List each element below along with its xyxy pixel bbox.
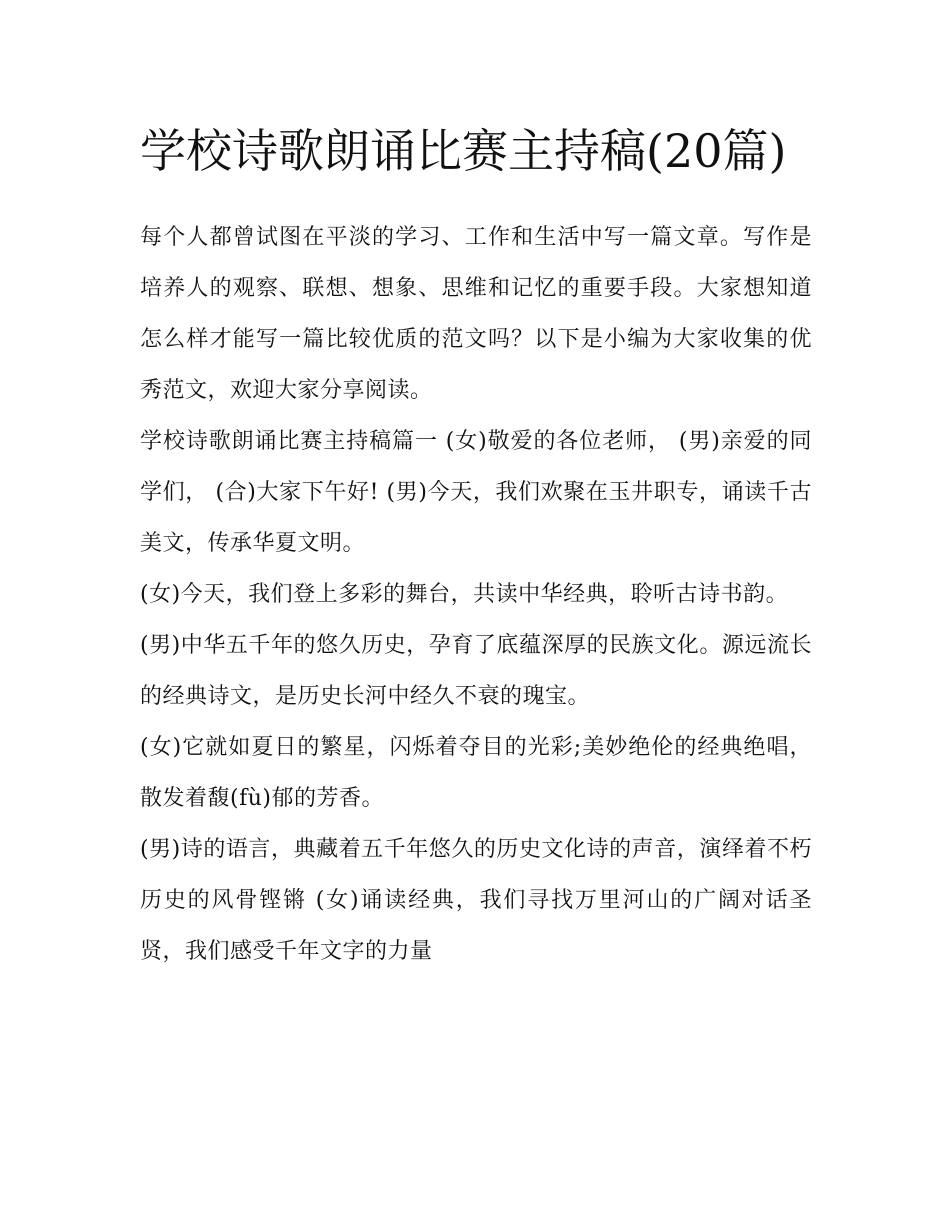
- paragraph-female-2: (女)它就如夏日的繁星，闪烁着夺目的光彩;美妙绝伦的经典绝唱，散发着馥(fù)郁的芳香。: [140, 735, 812, 811]
- paragraph-male-2: (男)诗的语言，典藏着五千年悠久的历史文化诗的声音，演绎着不朽历史的风骨铿锵 (女)诵读经典，我们寻找万里河山的广阔对话圣贤，我们感受千年文字的力量: [140, 837, 812, 964]
- paragraph-female-1: (女)今天，我们登上多彩的舞台，共读中华经典，聆听古诗书韵。: [140, 582, 789, 607]
- document-title: 学校诗歌朗诵比赛主持稿(20篇): [140, 124, 787, 178]
- document-content: [140, 112, 812, 977]
- paragraph-intro: 每个人都曾试图在平淡的学习、工作和生活中写一篇文章。写作是培养人的观察、联想、想象、思维和记忆的重要手段。大家想知道怎么样才能写一篇比较优质的范文吗？以下是小编为大家收集的优秀范文，欢迎大家分享阅读。: [140, 225, 812, 403]
- paragraph-male-1: (男)中华五千年的悠久历史，孕育了底蕴深厚的民族文化。源远流长的经典诗文，是历史长河中经久不衰的瑰宝。: [140, 633, 812, 709]
- paragraph-opening: 学校诗歌朗诵比赛主持稿篇一 (女)敬爱的各位老师， (男)亲爱的同学们， (合)大家下午好! (男)今天，我们欢聚在玉井职专，诵读千古美文，传承华夏文明。: [140, 429, 812, 556]
